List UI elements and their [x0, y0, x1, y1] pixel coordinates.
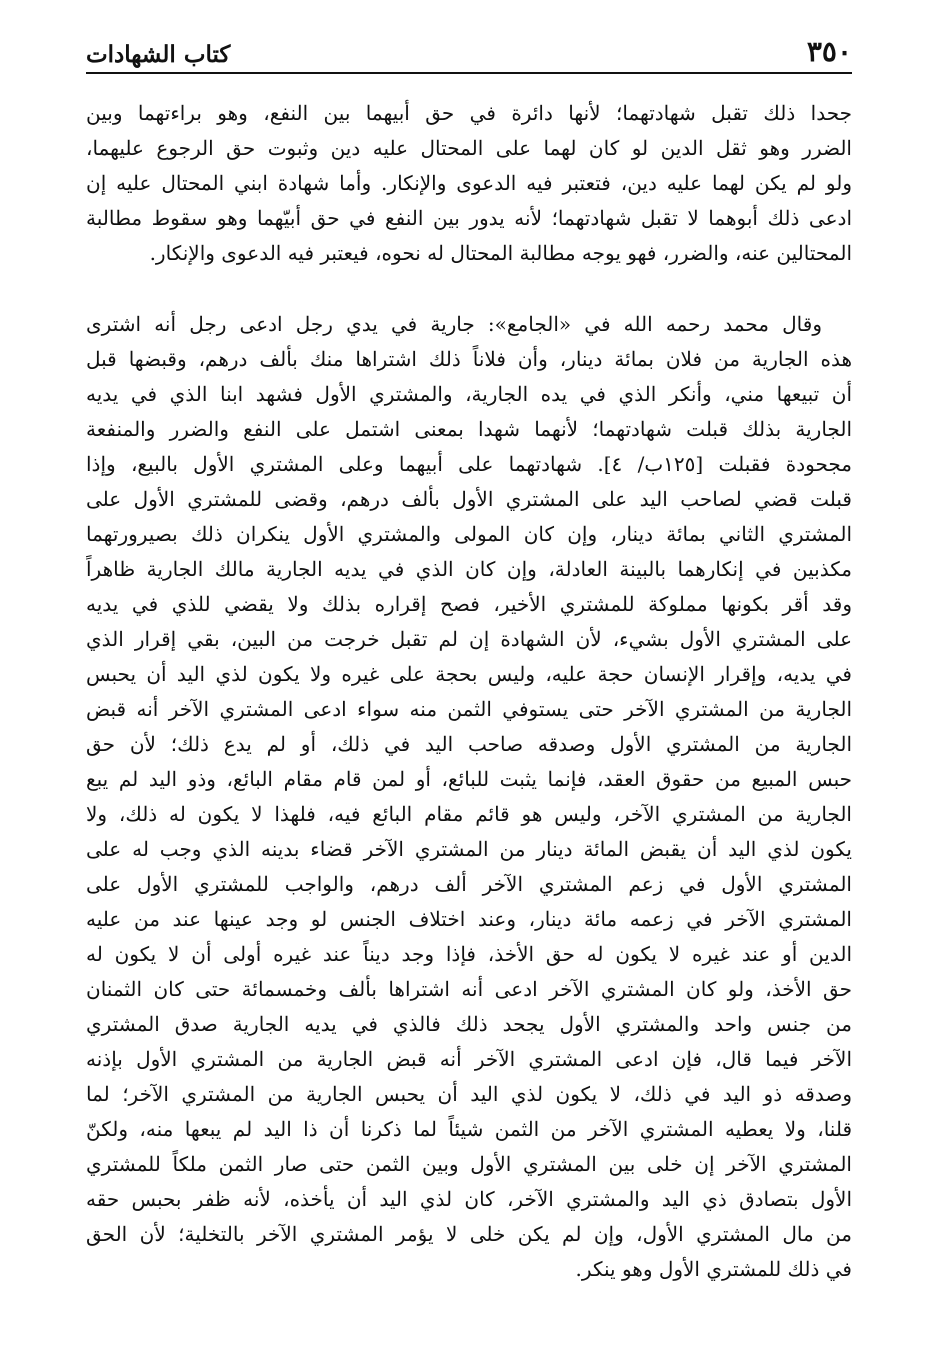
text-line: من جنس واحد والمشتري الأول يجحد ذلك فالذي في يديه الجارية صدق المشتري — [86, 1012, 852, 1036]
text-line: ولو لم يكن لهما عليه دين، فتعتبر فيه الدعوى والإنكار. وأما شهادة ابني المحتال عليه إن — [86, 171, 852, 195]
text-line: المشتري الآخر في زعمه مائة دينار، وعند اختلاف الجنس لو وجد عينها عند من عليه — [86, 907, 852, 931]
running-title: كتاب الشهادات — [86, 41, 231, 68]
text-line: الدين أو عند غيره لا يكون له حق الأخذ، فإذا وجد ديناً عند غيره أولى أن لا يكون له — [86, 942, 852, 966]
text-line: مكذبين في إنكارهما بالبينة العادلة، وإن كان الذي في يديه الجارية مالك الجارية ظاهراً — [86, 557, 852, 581]
text-line: المشتري الثاني بمائة دينار، وإن كان المولى والمشتري الأول ينكران ذلك بصيرورتهما — [86, 522, 852, 546]
text-line: وقد أقر بكونها مملوكة للمشتري الأخير، فصح إقراره بذلك ولا يقضي للذي في يديه — [86, 592, 852, 616]
paragraph-1 — [86, 96, 852, 271]
paragraph-2 — [86, 307, 852, 1287]
text-line: يكون لذي اليد أن يقبض المائة دينار من المشتري الآخر قضاء بدينه الذي وجب له على — [86, 837, 852, 861]
page-number: ٣٥٠ — [806, 35, 852, 68]
text-line: على المشتري الأول بشيء، لأن الشهادة إن لم تقبل خرجت من البين، بقي إقرار الذي — [86, 627, 852, 651]
text-line: الأول بتصادق ذي اليد والمشتري الآخر، كان لذي اليد أن يأخذه، لأنه ظفر بحبس حقه — [86, 1187, 852, 1211]
text-line: الجارية من المشتري الآخر حتى يستوفي الثمن منه سواء ادعى المشتري الآخر أنه قبض — [86, 697, 852, 721]
text-line: قبلت قضي لصاحب اليد على المشتري الأول بألف درهم، وقضى للمشتري الأول على — [86, 487, 852, 511]
text-line: حبس المبيع من حقوق العقد، فإنما يثبت للبائع، أو لمن قام مقام البائع، وذو اليد لم يبع — [86, 767, 852, 791]
text-line: المشتري الآخر إن خلى بين المشتري الأول وبين الثمن حتى صار الثمن ملكاً للمشتري — [86, 1152, 852, 1176]
text-line: قلنا، ولا يعطيه المشتري الآخر من الثمن شيئاً لما ذكرنا أن ذا اليد لم يبعها منه، ولكنّ — [86, 1117, 852, 1141]
text-line: في يديه، وإقرار الإنسان حجة عليه، وليس بحجة على غيره ولا يكون لذي اليد أن يحبس — [86, 662, 852, 686]
text-line: الضرر وهو ثقل الدين لو كان لهما على المحتال عليه دين وثبوت حق الرجوع عليهما، — [86, 136, 852, 160]
text-line: من مال المشتري الأول، وإن لم يكن خلى لا يؤمر المشتري الآخر بالتخلية؛ لأن الحق — [86, 1222, 852, 1246]
text-line: حق الأخذ، ولو كان المشتري الآخر ادعى أنه اشتراها بألف وخمسمائة حتى كان الثمنان — [86, 977, 852, 1001]
text-line: الآخر فيما قال، فإن ادعى المشتري الآخر أنه قبض الجارية من المشتري الأول بإذنه — [86, 1047, 852, 1071]
text-line: ادعى ذلك أبوهما لا تقبل شهادتهما؛ لأنه يدور بين النفع في حق أبيّهما وهو سقوط مطالبة — [86, 206, 852, 230]
paragraph-gap — [86, 271, 852, 307]
text-line: الجارية من المشتري الأول وصدقه صاحب اليد في ذلك، أو لم يدع ذلك؛ لأن حق — [86, 732, 852, 756]
text-line: المحتالين عنه، والضرر، فهو يوجه مطالبة المحتال له نحوه، فيعتبر فيه الدعوى والإنكار. — [149, 241, 852, 265]
text-line: في ذلك للمشتري الأول وهو ينكر. — [575, 1257, 852, 1281]
text-line: الجارية بذلك قبلت شهادتهما؛ لأنهما شهدا بمعنى اشتمل على النفع والضرر والمنفعة — [86, 417, 852, 441]
page-body — [86, 96, 852, 1287]
text-line: مجحودة فقبلت [١٢٥ب/ ٤]. شهادتهما على أبيهما وعلى المشتري الأول بالبيع، وإذا — [86, 452, 852, 476]
text-line: الجارية من المشتري الآخر، وليس هو قائم مقام البائع فيه، فلهذا لا يكون له ذلك، ولا — [86, 802, 852, 826]
text-line: أن تبيعها مني، وأنكر الذي في يده الجارية، والمشتري الأول فشهد ابنا الذي في يديه — [86, 382, 852, 406]
text-line: جحدا ذلك تقبل شهادتهما؛ لأنها دائرة في حق أبيهما بين النفع، وهو براءتهما وبين — [86, 101, 852, 125]
text-line: هذه الجارية من فلان بمائة دينار، وأن فلاناً ذلك اشتراها منك بألف درهم، وقبضها قبل — [86, 347, 852, 371]
text-line: المشتري الأول في زعم المشتري الآخر ألف درهم، والواجب للمشتري الأول على — [86, 872, 852, 896]
page-header — [86, 28, 852, 74]
text-line: وقال محمد رحمه الله في «الجامع»: جارية في يدي رجل ادعى رجل أنه اشترى — [86, 312, 822, 336]
text-line: وصدقه ذو اليد في ذلك، لا يكون لذي اليد أن يحبس الجارية من المشتري الآخر؛ لما — [86, 1082, 852, 1106]
